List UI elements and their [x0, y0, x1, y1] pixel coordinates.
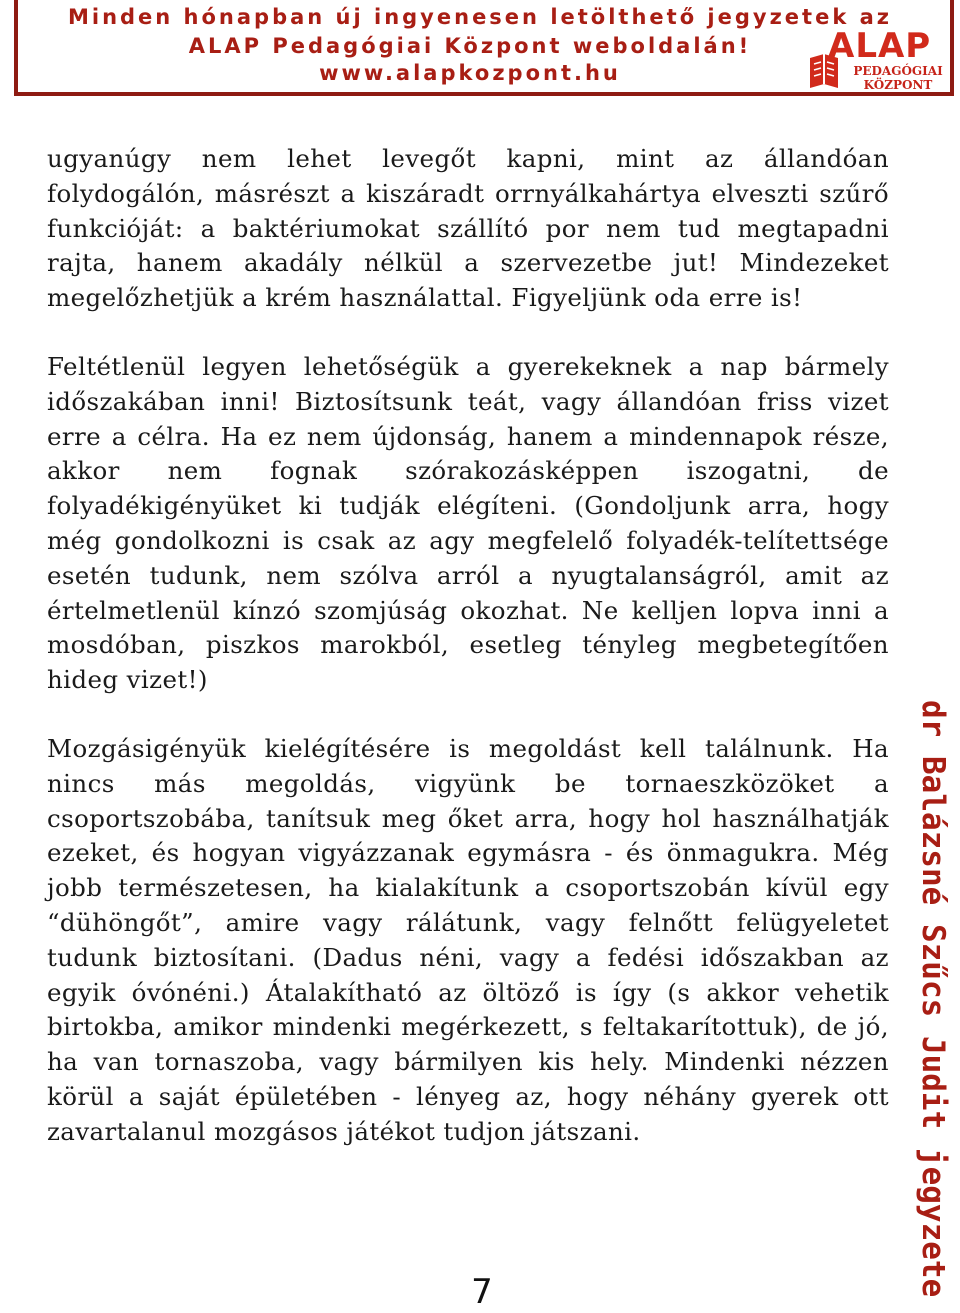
paragraph-3: Mozgásigényük kielégítésére is megoldást kell találnunk. Ha nincs más megoldás, vigyünk be tornaeszközöket a csoportszobába, tanítsuk meg őket arra, hogy hol használhatják ezeket, és hogyan vigyázzanak egymásra - és önmagukra. Még jobb természetesen, ha kialakítunk a csoportszobán kívül egy “dühöngőt”, amire vagy rálátunk, vagy felnőtt felügyeletet tudunk biztosítani. (Dadus néni, vagy a fedési időszakban az egyik óvónéni.) Átalakítható az öltöző is így (s akkor vehetik birtokba, amikor mindenki megérkezett, s feltakarítottuk), de jó, ha van tornaszoba, vagy bármilyen kis hely. Mindenki nézzen körül a saját épületében - lényeg az, hogy néhány gyerek ott zavartalanul mozgásos játékot tudjon játszani.	[47, 733, 889, 1146]
alap-logo	[806, 26, 956, 96]
side-author-label: dr Balázsné Szűcs Judit jegyzete	[915, 700, 951, 1298]
logo-subtitle-1: PEDAGÓGIAI	[853, 64, 943, 78]
page-number: 7	[471, 1272, 493, 1312]
banner-line-1: Minden hónapban új ingyenesen letölthető jegyzetek az	[67, 5, 893, 29]
logo-word: ALAP	[828, 26, 932, 66]
banner-line-2: ALAP Pedagógiai Központ weboldalán!	[188, 34, 752, 58]
paragraph-1: ugyanúgy nem lehet levegőt kapni, mint az állandóan folydogálón, másrészt a kiszáradt orrnyálkahártya elveszti szűrő funkcióját: a baktériumokat szállító por nem tud megtapadni rajta, hanem akadály nélkül a szervezetbe jut! Mindezeket megelőzhetjük a krém használattal. Figyeljünk oda erre is!	[47, 144, 889, 313]
document-body	[47, 142, 889, 1150]
paragraph-gap	[47, 316, 889, 350]
banner-website-link[interactable]: www.alapkozpont.hu	[319, 61, 621, 85]
header-banner	[0, 0, 960, 100]
logo-subtitle-2: KÖZPONT	[863, 78, 933, 92]
paragraph-gap	[47, 698, 889, 732]
paragraph-2: Feltétlenül legyen lehetőségük a gyerekeknek a nap bármely időszakában inni! Biztosítsunk teát, vagy állandóan friss vizet erre a célra. Ha ez nem újdonság, hanem a mindennapok része, akkor nem fognak szórakozásképpen iszogatni, de folyadékigényüket ki tudják elégíteni. (Gondoljunk arra, hogy még gondolkozni is csak az agy megfelelő folyadék-telítettsége esetén tudunk, nem szólva arról a nyugtalanságról, amit az értelmetlenül kínzó szomjúság okozhat. Ne kelljen lopva inni a mosdóban, piszkos marokból, esetleg tényleg megbetegítően hideg vizet!)	[47, 351, 889, 695]
side-label-container	[915, 700, 959, 1300]
